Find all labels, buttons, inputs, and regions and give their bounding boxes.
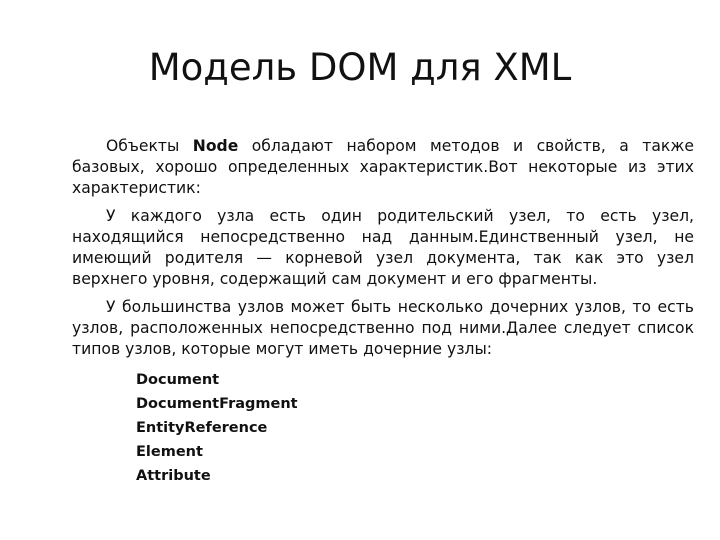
node-type-item: Document: [136, 372, 220, 388]
node-type-item: Attribute: [136, 468, 211, 484]
slide-body: [72, 136, 694, 488]
node-type-item: Element: [136, 444, 203, 460]
slide-title: Модель DOM для XML: [148, 46, 572, 89]
paragraph-child-nodes: У большинства узлов может быть несколько дочерних узлов, то есть узлов, расположенных непосредственно под ними.Далее следует список типов узлов, которые могут иметь дочерние узлы:: [72, 298, 694, 358]
paragraph-node-objects: [72, 136, 694, 199]
node-type-item: EntityReference: [136, 420, 268, 436]
node-keyword: Node: [192, 137, 239, 155]
node-type-item: DocumentFragment: [136, 396, 298, 412]
node-type-list: [136, 368, 694, 488]
paragraph-prefix: Объекты: [106, 137, 193, 155]
paragraph-parent-node: У каждого узла есть один родительский узел, то есть узел, находящийся непосредственно над данным.Единственный узел, не имеющий родителя — корневой узел документа, так как это узел верхнего уровня, содержащий сам документ и его фрагменты.: [72, 207, 694, 288]
paragraph-suffix: обладают набором методов и свойств, а также базовых, хорошо определенных характеристик.Вот некоторые из этих характеристик:: [72, 137, 694, 197]
